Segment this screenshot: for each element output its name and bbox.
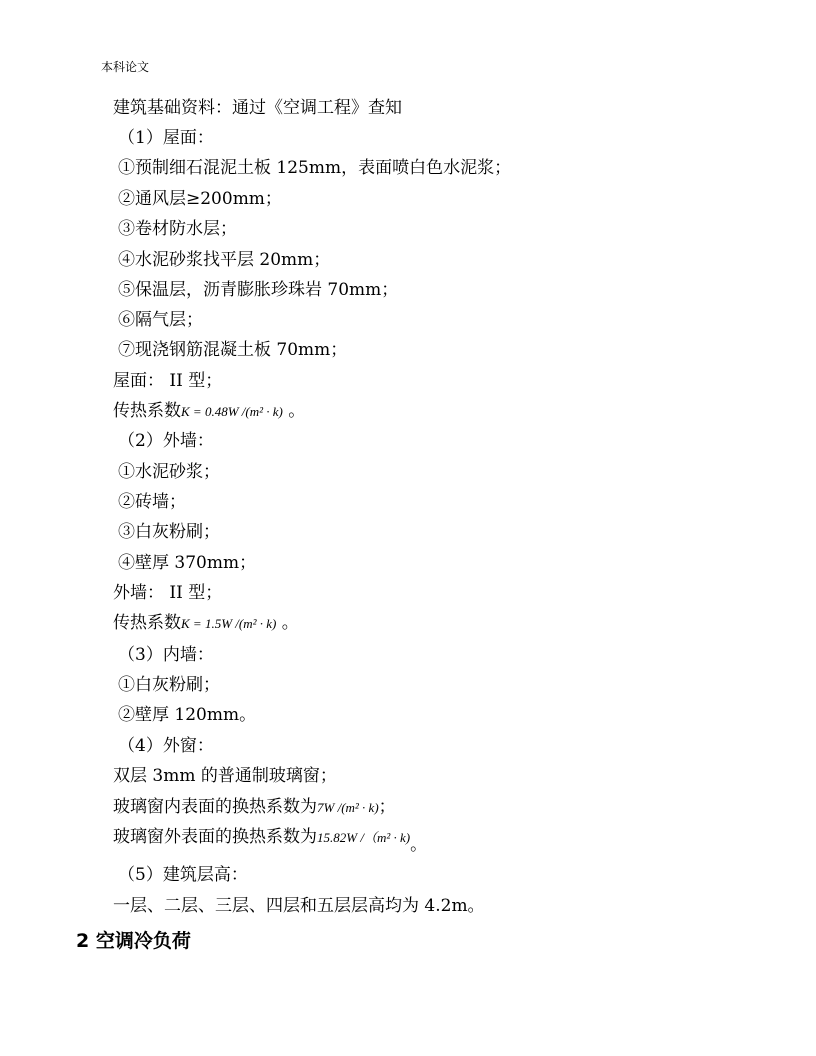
roof-item: ⑥隔气层； — [118, 310, 203, 330]
window-outer-formula: 15.82W /（m² · k) — [317, 830, 411, 845]
outer-wall-item: ②砖墙； — [118, 492, 186, 512]
window-outer-end: 。 — [410, 835, 428, 855]
outer-wall-item: ③白灰粉刷； — [118, 522, 220, 542]
roof-k-line — [113, 400, 305, 423]
outer-wall-k-label: 传热系数 — [113, 613, 181, 633]
roof-item: ②通风层≥200mm； — [118, 189, 282, 209]
roof-type: 屋面： II 型； — [113, 371, 223, 391]
window-inner-label: 玻璃窗内表面的换热系数为 — [113, 797, 317, 817]
window-inner-end: ； — [378, 797, 396, 817]
roof-heading: （1）屋面： — [118, 128, 214, 148]
window-inner-formula: 7W /(m² · k) — [317, 800, 379, 815]
outer-wall-item: ①水泥砂浆； — [118, 462, 220, 482]
inner-wall-item: ②壁厚 120mm。 — [118, 705, 257, 725]
outer-wall-type: 外墙： II 型； — [113, 583, 223, 603]
intro-text: 建筑基础资料：通过《空调工程》查知 — [113, 98, 402, 118]
window-outer-label: 玻璃窗外表面的换热系数为 — [113, 827, 317, 847]
roof-k-formula: K = 0.48W /(m² · k) — [181, 404, 283, 419]
window-heading: （4）外窗： — [118, 736, 214, 756]
roof-item: ④水泥砂浆找平层 20mm； — [118, 250, 331, 270]
height-heading: （5）建筑层高： — [118, 865, 248, 885]
roof-item: ①预制细石混泥土板 125mm，表面喷白色水泥浆； — [118, 158, 512, 178]
height-desc: 一层、二层、三层、四层和五层层高均为 4.2m。 — [113, 896, 485, 916]
roof-k-label: 传热系数 — [113, 401, 181, 421]
window-outer-line — [113, 826, 428, 855]
inner-wall-item: ①白灰粉刷； — [118, 675, 220, 695]
inner-wall-heading: （3）内墙： — [118, 645, 214, 665]
page-header: 本科论文 — [101, 60, 150, 74]
roof-k-end: 。 — [282, 401, 306, 421]
outer-wall-k-line — [113, 612, 299, 635]
outer-wall-heading: （2）外墙： — [118, 431, 214, 451]
section-title: 2 空调冷负荷 — [76, 930, 191, 952]
roof-item: ③卷材防水层； — [118, 219, 237, 239]
roof-item: ⑦现浇钢筋混凝土板 70mm； — [118, 340, 348, 360]
outer-wall-k-formula: K = 1.5W /(m² · k) — [181, 616, 277, 631]
roof-item: ⑤保温层，沥青膨胀珍珠岩 70mm； — [118, 280, 399, 300]
window-desc: 双层 3mm 的普通制玻璃窗； — [113, 766, 337, 786]
outer-wall-item: ④壁厚 370mm； — [118, 553, 257, 573]
window-inner-line — [113, 796, 396, 819]
outer-wall-k-end: 。 — [276, 613, 299, 633]
